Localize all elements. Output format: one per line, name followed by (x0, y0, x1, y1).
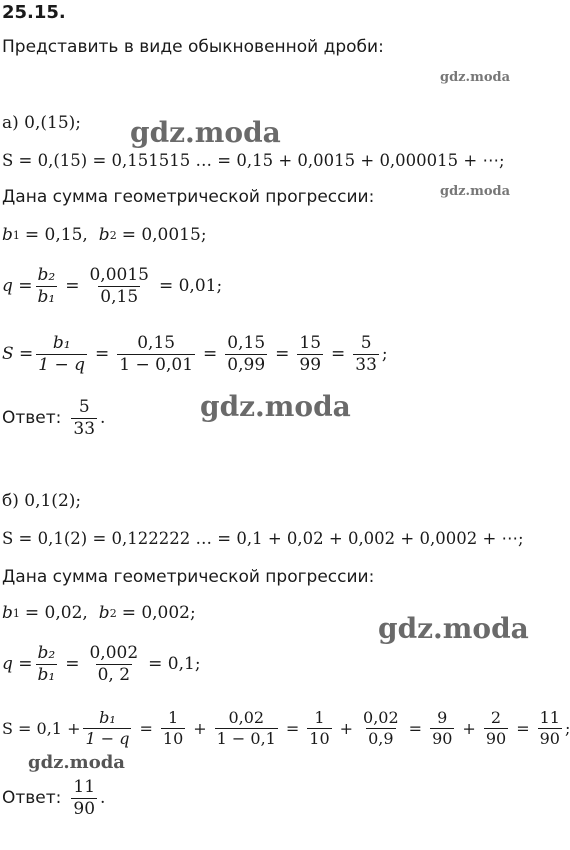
part-b-label: б) 0,1(2); (2, 491, 82, 511)
part-a-progression-text: Дана сумма геометрической прогрессии: (2, 187, 375, 207)
watermark: gdz.moda (130, 116, 281, 149)
part-a-label: а) 0,(15); (2, 113, 82, 133)
part-b-answer: Ответ: $\frac{11}{90}$ . (2, 776, 106, 819)
watermark: gdz.moda (378, 612, 529, 645)
part-b-expansion: S = 0,1(2) = 0,122222 … = 0,1 + 0,02 + 0,002 + 0,0002 + ⋯; (2, 529, 524, 548)
fraction: $\frac{\text{b₂}}{\text{b₁}}$ (37, 642, 56, 685)
s-label: S = (2, 344, 34, 364)
part-b-q-formula: q = $\frac{\text{b₂}}{\text{b₁}}$ = $\frac{0,002}{0, 2}$ = 0,1; (2, 642, 201, 685)
fraction: $\frac{0,15}{1 - 0,01}$ (119, 332, 194, 375)
b2-value: = 0,002; (121, 603, 196, 623)
b2-symbol: b (98, 603, 110, 623)
fraction: $\frac{0,002}{0, 2}$ (89, 642, 139, 685)
fraction: $\frac{\text{b₂}}{\text{b₁}}$ (37, 264, 56, 307)
s-prefix: S = 0,1 + (2, 718, 81, 738)
part-a-s-formula: S = $\frac{\text{b₁}}{1 - q}$ = $\frac{0,15}{1 - 0,01}$ = $\frac{0,15}{0,99}$ = $\frac{15}{99}$ = $\frac{5}{33}$ ; (2, 332, 388, 375)
part-a-terms (2, 222, 212, 248)
part-a-expansion: S = 0,(15) = 0,151515 … = 0,15 + 0,0015 + 0,000015 + ⋯; (2, 151, 505, 170)
answer-fraction: $\frac{5}{33}$ (73, 396, 96, 439)
fraction: $\frac{\text{b₁}}{1 - q}$ (85, 707, 130, 748)
part-b-progression-text: Дана сумма геометрической прогрессии: (2, 567, 375, 587)
watermark: gdz.moda (440, 184, 511, 199)
fraction: $\frac{9}{90}$ (432, 707, 453, 748)
fraction: $\frac{11}{90}$ (539, 707, 560, 748)
part-a-answer: Ответ: $\frac{5}{33}$ . (2, 396, 106, 439)
fraction: $\frac{\text{b₁}}{1 - q}$ (38, 332, 86, 375)
watermark: gdz.moda (200, 390, 351, 423)
b2-symbol: b (98, 225, 110, 245)
fraction: $\frac{0,02}{0,9}$ (363, 707, 399, 748)
fraction: $\frac{0,0015}{0,15}$ (89, 264, 149, 307)
problem-number: 25.15. (2, 2, 66, 23)
q-result: = 0,01; (158, 276, 223, 296)
b1-symbol: b (2, 225, 13, 245)
answer-fraction: $\frac{11}{90}$ (73, 776, 96, 819)
part-a-q-formula: q = $\frac{\text{b₂}}{\text{b₁}}$ = $\frac{0,0015}{0,15}$ = 0,01; (2, 264, 223, 307)
b2-value: = 0,0015; (121, 225, 207, 245)
part-b-s-formula: S = 0,1 + $\frac{\text{b₁}}{1 - q}$ = $\frac{1}{10}$ + $\frac{0,02}{1 - 0,1}$ = $\frac{1}{10}$ + $\frac{0,02}{0,9}$ = $\frac{9}{90}$ + $\frac{2}{90}$ = $\frac{11}{90}$ ; (2, 707, 570, 748)
part-b-terms (2, 600, 201, 626)
b2-subscript: 2 (109, 606, 117, 620)
b1-value: = 0,15, (24, 225, 88, 245)
fraction: $\frac{1}{10}$ (309, 707, 330, 748)
b2-subscript: 2 (109, 228, 117, 242)
fraction: $\frac{0,02}{1 - 0,1}$ (216, 707, 276, 748)
fraction: $\frac{1}{10}$ (162, 707, 184, 748)
b1-value: = 0,02, (24, 603, 88, 623)
b1-subscript: 1 (12, 606, 20, 620)
b1-subscript: 1 (12, 228, 20, 242)
b1-symbol: b (2, 603, 13, 623)
q-label: q = (2, 654, 33, 674)
answer-label: Ответ: (2, 788, 62, 808)
fraction: $\frac{2}{90}$ (485, 707, 507, 748)
task-statement: Представить в виде обыкновенной дроби: (2, 37, 384, 57)
fraction: $\frac{0,15}{0,99}$ (227, 332, 266, 375)
q-label: q = (2, 276, 33, 296)
fraction: $\frac{5}{33}$ (355, 332, 377, 375)
answer-label: Ответ: (2, 408, 62, 428)
q-result: = 0,1; (148, 654, 201, 674)
watermark: gdz.moda (440, 70, 511, 85)
fraction: $\frac{15}{99}$ (299, 332, 322, 375)
watermark: gdz.moda (28, 752, 125, 773)
